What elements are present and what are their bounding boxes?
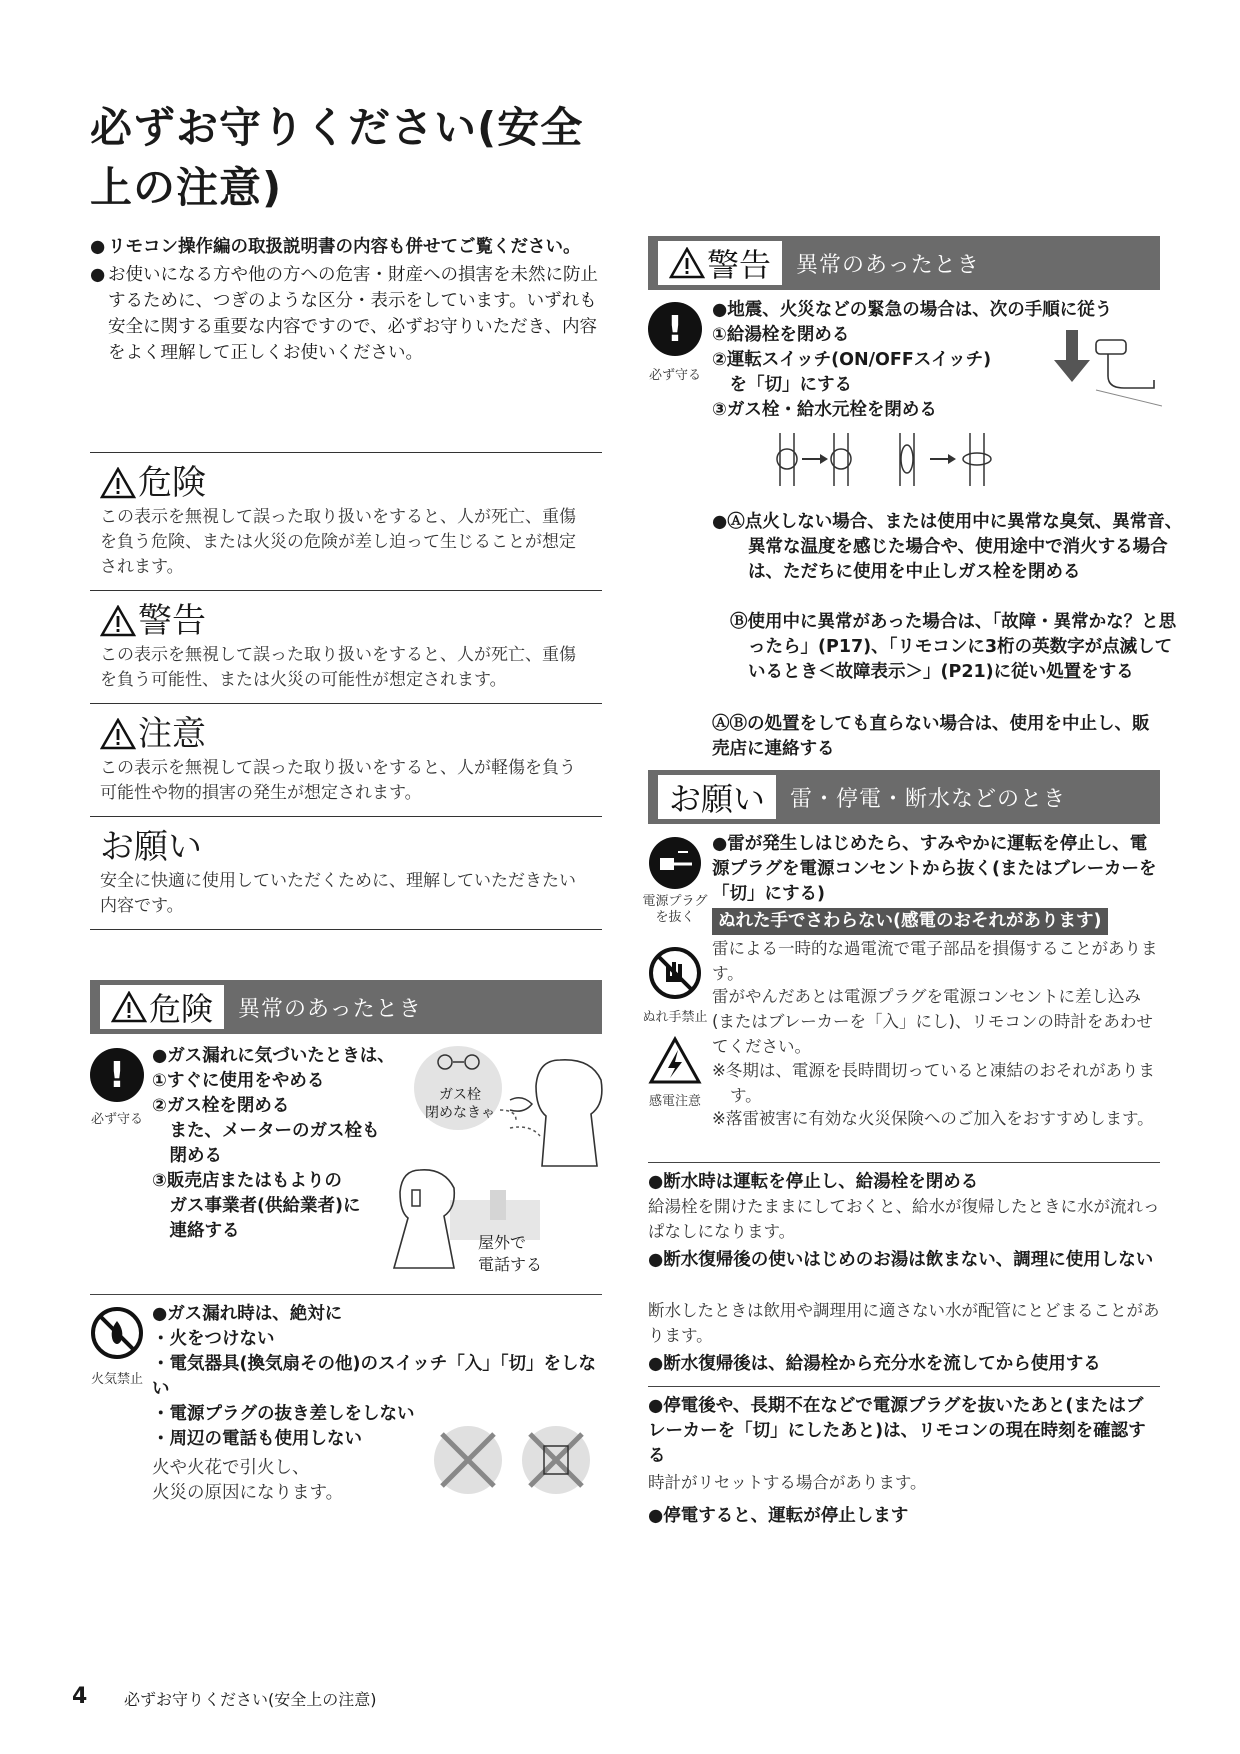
thunder-instruction: ●雷が発生しはじめたら、すみやかに運転を停止し、電源プラグを電源コンセントから抜く(またはブレーカーを「切」にする)	[712, 834, 1157, 904]
warning-section-bar: 警告 異常のあったとき	[648, 236, 1160, 290]
page-number: 4	[72, 1684, 88, 1709]
definition-caution: 注意 この表示を無視して誤った取り扱いをすると、人が軽傷を負う可能性や物的損害の発生が想定されます。	[90, 703, 602, 816]
mandatory-icon: !	[90, 1048, 144, 1102]
winter-note: ※冬期は、電源を長時間切っていると凍結のおそれがあります。	[712, 1061, 1155, 1105]
divider	[648, 1162, 1160, 1163]
water-restore-drink-instruction: ●断水復帰後の使いはじめのお湯は飲まない、調理に使用しない	[648, 1250, 1154, 1270]
warning-triangle-icon	[100, 718, 136, 750]
divider	[90, 1294, 602, 1295]
abnormal-para-c: ⒶⒷの処置をしても直らない場合は、使用を中止し、販売店に連絡する	[712, 714, 1150, 759]
valve-closing-illustration	[770, 428, 1030, 490]
no-wet-hands-icon	[648, 946, 702, 1000]
warning-triangle-icon	[669, 247, 705, 279]
request-tag: お願い	[658, 775, 776, 819]
intro-bullets	[90, 234, 610, 366]
emergency-steps: ●地震、火災などの緊急の場合は、次の手順に従う ①給湯栓を閉める ②運転スイッチ(ON/OFFスイッチ) を「切」にする ③ガス栓・給水元栓を閉める	[712, 300, 1113, 420]
abnormal-para-b: Ⓑ使用中に異常があった場合は、「故障・異常かな？と思ったら」(P17)、「リモコンに3桁の英数字が点滅しているとき＜故障表示＞」(P21)に従い処置をする	[730, 612, 1177, 682]
unplug-label: 電源プラグを抜く	[642, 894, 708, 925]
fire-prohibited-label: 火気禁止	[90, 1372, 143, 1387]
water-restore-drink-body: 断水したときは飲用や調理用に適さない水が配管にとどまることがあります。	[648, 1301, 1160, 1345]
no-fire-icon	[90, 1306, 144, 1360]
thunder-body-1: 雷による一時的な過電流で電子部品を損傷することがあります。	[712, 939, 1158, 983]
no-spark-illustration	[428, 1416, 603, 1506]
faucet-illustration	[1046, 330, 1162, 410]
divider	[648, 1386, 1160, 1387]
water-outage-instruction: ●断水時は運転を停止し、給湯栓を閉める	[648, 1172, 979, 1192]
definition-warning: 警告 この表示を無視して誤った取り扱いをすると、人が死亡、重傷を負う可能性、または火災の可能性が想定されます。	[90, 590, 602, 703]
warning-tag: 警告	[658, 241, 782, 285]
hazard-definitions	[90, 452, 602, 930]
electric-shock-icon	[648, 1036, 702, 1086]
fire-note: 火や火花で引火し、 火災の原因になります。	[152, 1458, 344, 1503]
mandatory-label: 必ず守る	[648, 368, 701, 383]
power-clock-body: 時計がリセットする場合があります。	[648, 1473, 927, 1492]
footer-title: 必ずお守りください(安全上の注意)	[124, 1690, 377, 1709]
wet-hands-label: ぬれ手禁止	[642, 1010, 708, 1025]
intro-bullet: ● お使いになる方や他の方への危害・財産への損害を未然に防止するために、つぎのような区分・表示をしています。いずれも安全に関する重要な内容ですので、必ずお守りいただき、内容をよく理解して正しくお使いください。	[90, 265, 598, 363]
mandatory-label: 必ず守る	[90, 1112, 143, 1127]
water-restore-flush-instruction: ●断水復帰後は、給湯栓から充分水を流してから使用する	[648, 1354, 1101, 1374]
insurance-note: ※落雷被害に有効な火災保険へのご加入をおすすめします。	[712, 1109, 1154, 1128]
definition-request: お願い 安全に快適に使用していただくために、理解していただきたい内容です。	[90, 816, 602, 930]
intro-bullet: ● リモコン操作編の取扱説明書の内容も併せてご覧ください。	[90, 237, 581, 257]
gas-leak-prohibitions: ●ガス漏れ時は、絶対に ・火をつけない ・電気器具(換気扇その他)のスイッチ「入」「切」をしない ・電源プラグの抜き差しをしない ・周辺の電話も使用しない	[152, 1304, 597, 1449]
request-section-bar: お願い 雷・停電・断水などのとき	[648, 770, 1160, 824]
danger-tag: 危険	[100, 985, 224, 1029]
power-outage-instruction: ●停電すると、運転が停止します	[648, 1506, 909, 1526]
thunder-body-2: 雷がやんだあとは電源プラグを電源コンセントに差し込み(またはブレーカーを「入」にし)、リモコンの時計をあわせてください。	[712, 987, 1153, 1056]
mandatory-icon: !	[648, 302, 702, 356]
phone-caption: 屋外で 電話する	[478, 1233, 543, 1274]
wet-hands-warning: ぬれた手でさわらない(感電のおそれがあります)	[712, 908, 1162, 935]
power-clock-instruction: ●停電後や、長期不在などで電源プラグを抜いたあと(またはブレーカーを「切」にしたあと)は、リモコンの現在時刻を確認する	[648, 1396, 1146, 1466]
definition-danger: 危険 この表示を無視して誤った取り扱いをすると、人が死亡、重傷を負う危険、または火災の危険が差し迫って生じることが想定されます。	[90, 452, 602, 590]
gas-leak-steps: ●ガス漏れに気づいたときは、 ①すぐに使用をやめる ②ガス栓を閉める また、メーターのガス栓も 閉める ③販売店またはもよりの ガス事業者(供給業者)に 連絡する	[152, 1046, 395, 1241]
warning-triangle-icon	[100, 467, 136, 499]
danger-section-bar: 危険 異常のあったとき	[90, 980, 602, 1034]
abnormal-para-a: ●Ⓐ点火しない場合、または使用中に異常な臭気、異常音、異常な温度を感じた場合や、使用途中で消火する場合は、ただちに使用を中止しガス栓を閉める	[712, 512, 1183, 582]
electric-shock-label: 感電注意	[648, 1094, 701, 1109]
speech-bubble: ガス栓 閉めなきゃ	[425, 1087, 495, 1121]
warning-triangle-icon	[111, 991, 147, 1023]
warning-triangle-icon	[100, 605, 136, 637]
page-title: 必ずお守りください(安全 上の注意)	[90, 103, 584, 212]
water-outage-body: 給湯栓を開けたままにしておくと、給水が復帰したときに水が流れっぱなしになります。	[648, 1197, 1160, 1241]
unplug-icon	[648, 836, 702, 890]
